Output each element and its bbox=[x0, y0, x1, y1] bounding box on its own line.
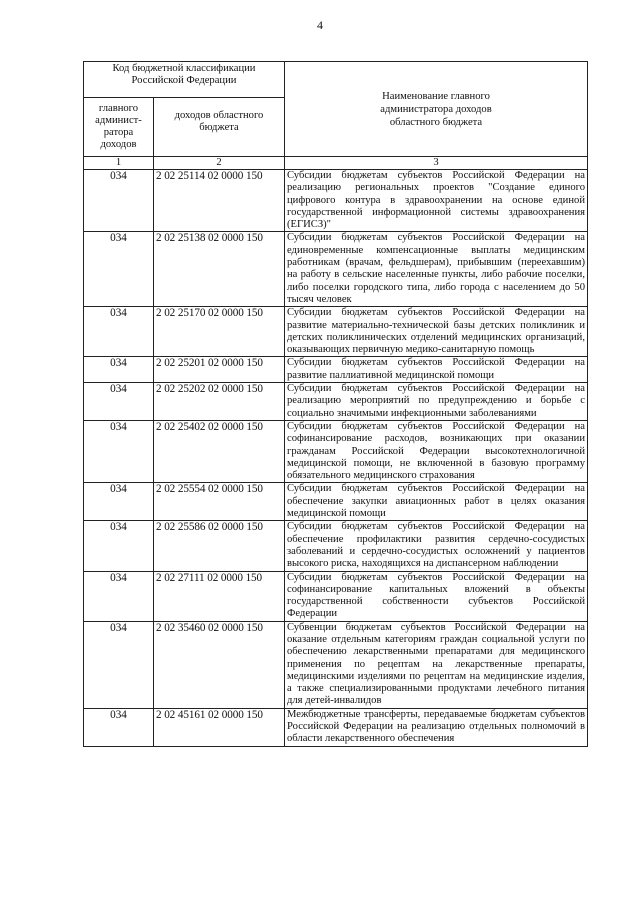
table-row bbox=[84, 420, 588, 482]
admin-code: 034 bbox=[84, 521, 154, 571]
income-name: Субсидии бюджетам субъектов Российской Федерации на реализацию региональных проектов "Создание единого цифрового контура в здравоохранении на основе единой государственной информационной системы здравоохранения (ЕГИСЗ)" bbox=[285, 170, 588, 232]
header-chief-admin-text: главного админист-ратора доходов bbox=[95, 103, 142, 150]
table-row bbox=[84, 708, 588, 746]
income-name: Субсидии бюджетам субъектов Российской Федерации на софинансирование капитальных вложений в объекты государственной собственности субъектов Российской Федерации bbox=[285, 571, 588, 621]
income-name: Субсидии бюджетам субъектов Российской Федерации на развитие паллиативной медицинской помощи bbox=[285, 357, 588, 383]
table-row bbox=[84, 307, 588, 357]
budget-code: 2 02 25201 02 0000 150 bbox=[154, 357, 285, 383]
budget-code: 2 02 25114 02 0000 150 bbox=[154, 170, 285, 232]
admin-code: 034 bbox=[84, 621, 154, 708]
budget-code: 2 02 25202 02 0000 150 bbox=[154, 383, 285, 421]
table-row bbox=[84, 571, 588, 621]
table-row bbox=[84, 383, 588, 421]
table-row bbox=[84, 170, 588, 232]
header-regional-income bbox=[154, 98, 285, 157]
income-name: Субсидии бюджетам субъектов Российской Федерации на софинансирование расходов, возникающих при оказании гражданам Российской Федерации высокотехнологичной медицинской помощи, не включенной в базовую программу обязательного медицинского страхования bbox=[285, 420, 588, 482]
admin-code: 034 bbox=[84, 232, 154, 307]
table-row bbox=[84, 621, 588, 708]
admin-code: 034 bbox=[84, 708, 154, 746]
table-row bbox=[84, 483, 588, 521]
table-header-row bbox=[84, 62, 588, 98]
header-budget-code: Код бюджетной классификации Российской Федерации bbox=[84, 62, 285, 98]
budget-classification-table bbox=[83, 61, 588, 747]
income-name: Межбюджетные трансферты, передаваемые бюджетам субъектов Российской Федерации на реализацию отдельных полномочий в области лекарственного обеспечения bbox=[285, 708, 588, 746]
admin-code: 034 bbox=[84, 383, 154, 421]
admin-code: 034 bbox=[84, 483, 154, 521]
income-name: Субсидии бюджетам субъектов Российской Федерации на обеспечение профилактики развития сердечно-сосудистых заболеваний и сердечно-сосудистых осложнений у пациентов высокого риска, находящихся на диспансерном наблюдении bbox=[285, 521, 588, 571]
budget-code: 2 02 25554 02 0000 150 bbox=[154, 483, 285, 521]
income-name: Субсидии бюджетам субъектов Российской Федерации на развитие материально-технической базы детских поликлиник и детских поликлинических отделений медицинских организаций, оказывающих первичную медико-санитарную помощь bbox=[285, 307, 588, 357]
income-name: Субсидии бюджетам субъектов Российской Федерации на единовременные компенсационные выплаты медицинским работникам (врачам, фельдшерам), прибывшим (переехавшим) на работу в сельские населенные пункты, либо рабочие поселки, либо поселки городского типа, либо города с населением до 50 тысяч человек bbox=[285, 232, 588, 307]
income-name: Субсидии бюджетам субъектов Российской Федерации на обеспечение закупки авиационных работ в целях оказания медицинской помощи bbox=[285, 483, 588, 521]
column-number-1: 1 bbox=[84, 157, 154, 170]
table-row bbox=[84, 521, 588, 571]
column-number-2: 2 bbox=[154, 157, 285, 170]
budget-code: 2 02 27111 02 0000 150 bbox=[154, 571, 285, 621]
budget-code: 2 02 25170 02 0000 150 bbox=[154, 307, 285, 357]
header-chief-admin bbox=[84, 98, 154, 157]
page-number: 4 bbox=[317, 18, 323, 32]
header-name-text: Наименование главного администратора доходов областного бюджета bbox=[380, 90, 492, 128]
admin-code: 034 bbox=[84, 357, 154, 383]
admin-code: 034 bbox=[84, 571, 154, 621]
column-number-3: 3 bbox=[285, 157, 588, 170]
budget-code: 2 02 25586 02 0000 150 bbox=[154, 521, 285, 571]
table-row bbox=[84, 232, 588, 307]
budget-code: 2 02 25402 02 0000 150 bbox=[154, 420, 285, 482]
header-regional-income-text: доходов областного бюджета bbox=[174, 110, 264, 134]
admin-code: 034 bbox=[84, 170, 154, 232]
income-name: Субсидии бюджетам субъектов Российской Федерации на реализацию мероприятий по предупреждению и борьбе с социально значимыми инфекционными заболеваниями bbox=[285, 383, 588, 421]
column-number-row bbox=[84, 157, 588, 170]
table-row bbox=[84, 357, 588, 383]
budget-code: 2 02 45161 02 0000 150 bbox=[154, 708, 285, 746]
income-name: Субвенции бюджетам субъектов Российской Федерации на оказание отдельным категориям граждан социальной услуги по обеспечению лекарственными препаратами для медицинского применения по рецептам на лекарственные препараты, медицинскими изделиями по рецептам на медицинские изделия, а также специализированными продуктами лечебного питания для детей-инвалидов bbox=[285, 621, 588, 708]
budget-code: 2 02 25138 02 0000 150 bbox=[154, 232, 285, 307]
admin-code: 034 bbox=[84, 307, 154, 357]
header-name bbox=[285, 62, 588, 157]
budget-code: 2 02 35460 02 0000 150 bbox=[154, 621, 285, 708]
admin-code: 034 bbox=[84, 420, 154, 482]
